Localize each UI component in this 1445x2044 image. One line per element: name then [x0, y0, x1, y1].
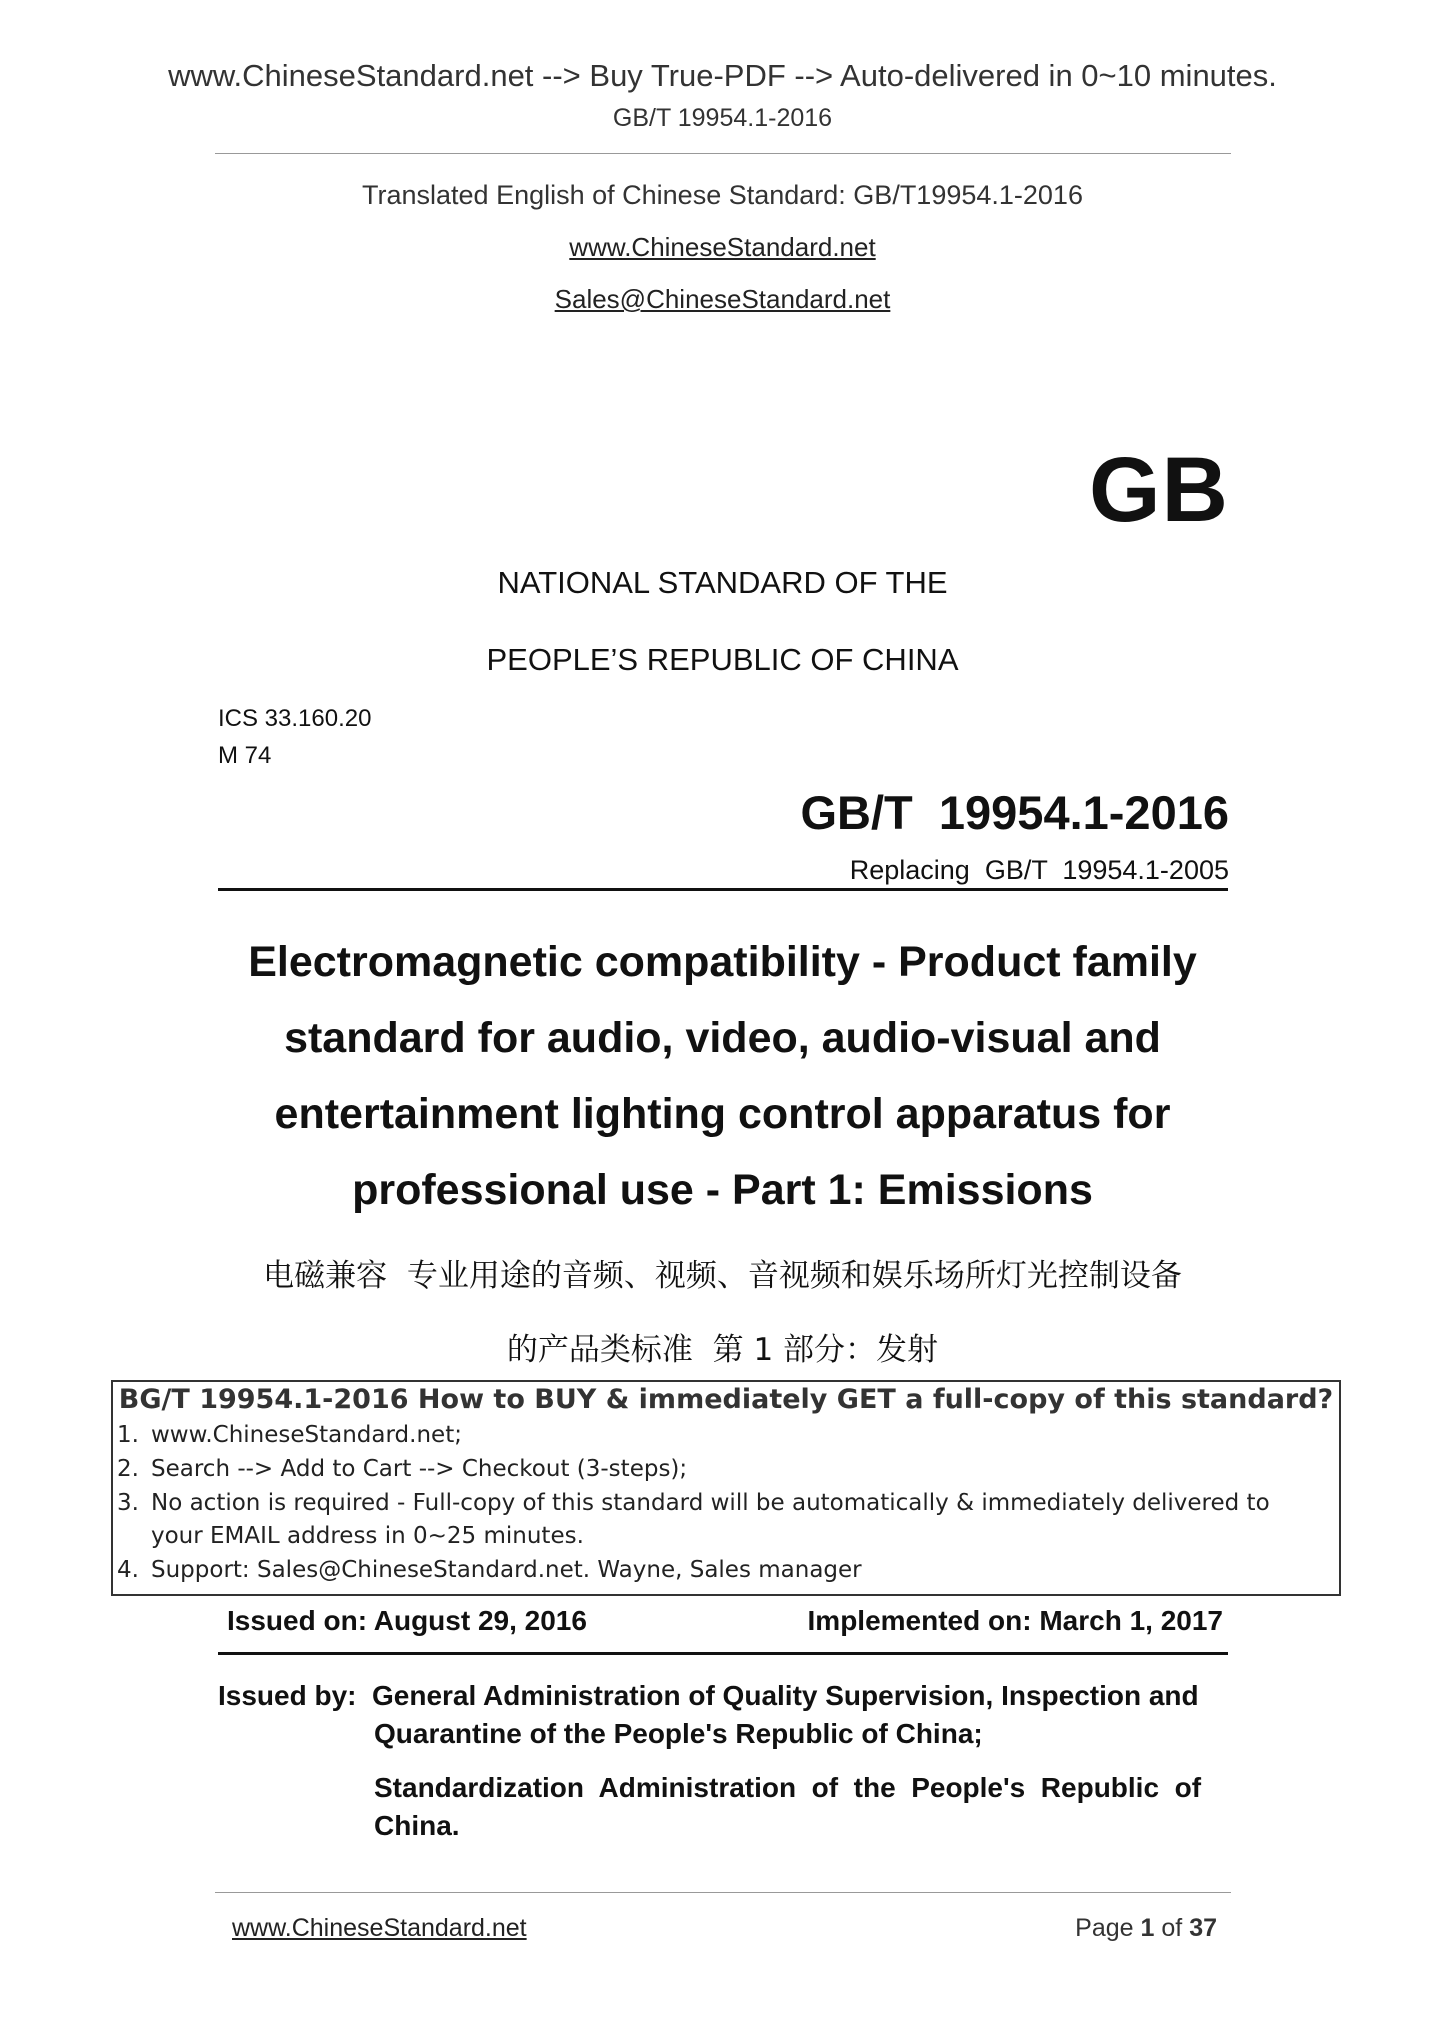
page-indicator [1075, 1914, 1217, 1943]
buy-step-number: 4. [117, 1557, 139, 1583]
buy-step-number: 2. [117, 1456, 139, 1482]
title-line-3: entertainment lighting control apparatus for [274, 1090, 1171, 1138]
title-cn-line-1: 电磁兼容 专业用途的音频、视频、音视频和娱乐场所灯光控制设备 [263, 1258, 1182, 1294]
ccs-code: M 74 [218, 742, 272, 769]
gb-logo: GB [1089, 439, 1229, 541]
footer-website-link[interactable] [232, 1914, 527, 1943]
header-banner: www.ChineseStandard.net --> Buy True-PDF --> Auto-delivered in 0~10 minutes. [168, 58, 1277, 93]
buy-step-text: No action is required - Full-copy of this standard will be automatically & immediately delivered to [151, 1490, 1270, 1516]
number-divider [218, 888, 1228, 891]
national-standard-line1: NATIONAL STANDARD OF THE [497, 565, 948, 600]
implemented-date: Implemented on: March 1, 2017 [807, 1605, 1223, 1636]
title-line-2: standard for audio, video, audio-visual and [284, 1014, 1161, 1062]
page-total: 37 [1189, 1914, 1217, 1942]
issuer-org1-line2: Quarantine of the People's Republic of China; [374, 1718, 983, 1749]
intro-website-text: www.ChineseStandard.net [569, 232, 876, 262]
buy-step-3 [117, 1490, 1270, 1516]
issuer-org2-line2: China. [374, 1810, 460, 1841]
dates-divider [218, 1652, 1228, 1655]
national-standard-line2: PEOPLE’S REPUBLIC OF CHINA [486, 642, 959, 677]
buy-step-number: 1. [117, 1422, 139, 1448]
intro-email-link[interactable] [0, 284, 1445, 315]
buy-step-text: Search --> Add to Cart --> Checkout (3-steps); [151, 1456, 688, 1482]
ics-code: ICS 33.160.20 [218, 705, 372, 732]
intro-website-link[interactable] [0, 232, 1445, 263]
buy-step-number: 3. [117, 1490, 139, 1516]
buy-box-heading: BG/T 19954.1-2016 How to BUY & immediately GET a full-copy of this standard? [118, 1384, 1334, 1415]
translated-note: Translated English of Chinese Standard: GB/T19954.1-2016 [362, 180, 1083, 210]
title-cn-line-2: 的产品类标准 第 1 部分：发射 [506, 1332, 939, 1368]
standard-number: GB/T 19954.1-2016 [800, 786, 1229, 839]
buy-step-4 [117, 1557, 862, 1583]
title-line-1: Electromagnetic compatibility - Product family [248, 938, 1197, 986]
buy-step-2 [117, 1456, 687, 1482]
footer-website-text: www.ChineseStandard.net [232, 1914, 527, 1942]
issuer-org1-line1: General Administration of Quality Supervision, Inspection and [372, 1680, 1199, 1711]
header-divider [215, 153, 1231, 154]
buy-instructions-box [111, 1380, 1341, 1596]
header-doc-code: GB/T 19954.1-2016 [612, 104, 833, 132]
buy-step-3-continued [117, 1523, 584, 1549]
buy-step-1 [117, 1422, 462, 1448]
issued-date: Issued on: August 29, 2016 [227, 1605, 587, 1636]
replacing-note: Replacing GB/T 19954.1-2005 [849, 855, 1229, 885]
title-line-4: professional use - Part 1: Emissions [352, 1166, 1093, 1214]
intro-email-text: Sales@ChineseStandard.net [554, 284, 891, 314]
page-current: 1 [1140, 1914, 1155, 1942]
page-of: of [1161, 1914, 1183, 1942]
page-prefix: Page [1075, 1914, 1134, 1942]
buy-step-text: your EMAIL address in 0~25 minutes. [151, 1523, 584, 1549]
buy-step-text: Support: Sales@ChineseStandard.net. Wayne, Sales manager [151, 1557, 862, 1583]
issuer-org2-line1: Standardization Administration of the People's Republic of [374, 1772, 1202, 1803]
buy-step-text[interactable]: www.ChineseStandard.net; [151, 1422, 462, 1448]
issued-by-label: Issued by: [218, 1680, 357, 1711]
footer-divider [215, 1892, 1231, 1893]
